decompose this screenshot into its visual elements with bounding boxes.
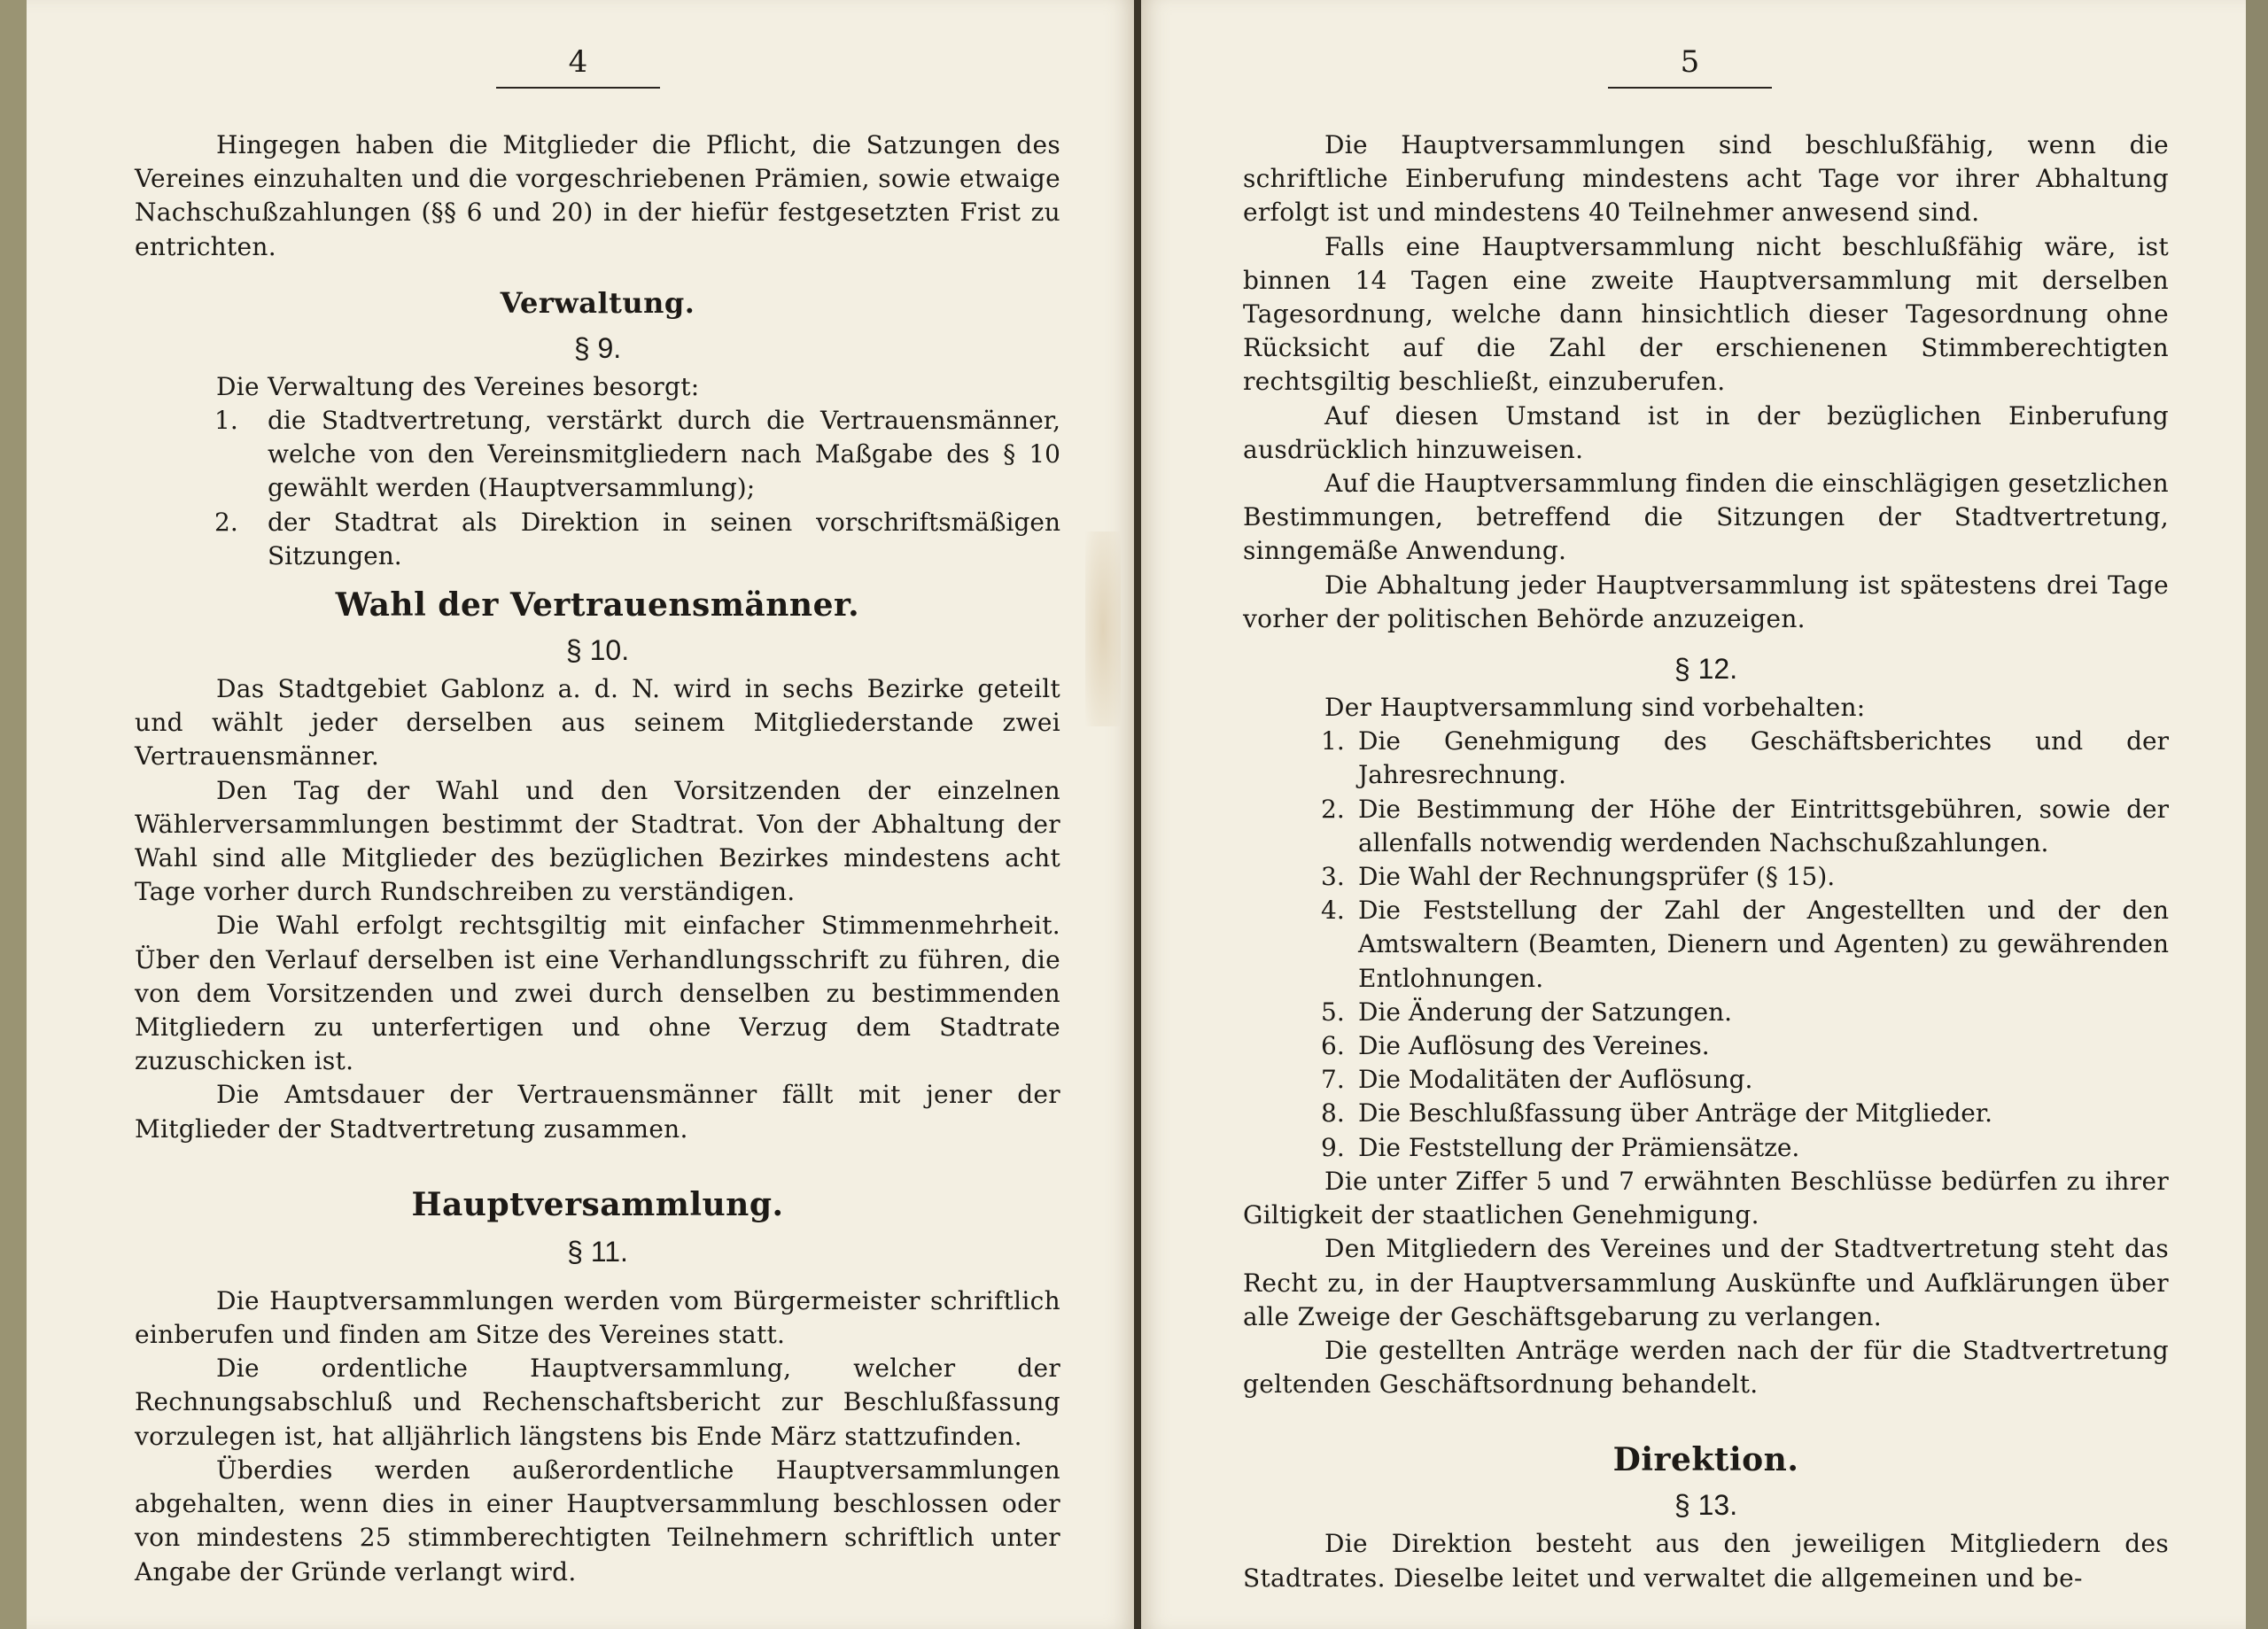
paragraph: Überdies werden außerordentliche Hauptversammlungen abgehalten, wenn dies in einer Hauptversammlung beschlossen oder von mindestens 25 stimmberechtigten Teilnehmern schriftlich unter Angabe der Gründe verlangt wird.	[135, 1454, 1060, 1586]
list-item	[1243, 860, 2169, 894]
page-number: 5	[1608, 44, 1772, 89]
left-page	[27, 0, 1134, 1629]
list-item-text: Die Wahl der Rechnungsprüfer (§ 15).	[1358, 862, 1836, 892]
book-gutter	[1134, 0, 1141, 1629]
list-item-text: der Stadtrat als Direktion in seinen vorschriftsmäßigen Sitzungen.	[268, 507, 1060, 570]
paragraph: Die Direktion besteht aus den jeweiligen Mitgliedern des Stadtrates. Dieselbe leitet und verwaltet die allgemeinen und be-	[1243, 1529, 2169, 1593]
paragraph: Die Hauptversammlungen werden vom Bürgermeister schriftlich einberufen und finden am Sitze des Vereines statt.	[135, 1285, 1060, 1350]
list-item-text: Die Beschlußfassung über Anträge der Mitglieder.	[1358, 1098, 1993, 1129]
paragraph: Den Mitgliedern des Vereines und der Stadtvertretung steht das Recht zu, in der Hauptversammlung Auskünfte und Aufklärungen über alle Zweige der Geschäftsgebarung zu verlangen.	[1243, 1234, 2169, 1331]
paragraph: Die Wahl erfolgt rechtsgiltig mit einfacher Stimmenmehrheit. Über den Verlauf derselben ist eine Verhandlungsschrift zu führen, die von dem Vorsitzenden und zwei durch denselben zu bestimmenden Mitgliedern zu unterfertigen und ohne Verzug dem Stadtrate zuzuschicken ist.	[135, 911, 1060, 1076]
paragraph: Das Stadtgebiet Gablonz a. d. N. wird in sechs Bezirke geteilt und wählt jeder derselben aus seinem Mitgliederstande zwei Vertrauensmänner.	[135, 674, 1060, 772]
list-item	[135, 506, 1060, 573]
paragraph: Hingegen haben die Mitglieder die Pflicht, die Satzungen des Vereines einzuhalten und die vorgeschriebenen Prämien, sowie etwaige Nachschußzahlungen (§§ 6 und 20) in der hiefür festgesetzten Frist zu entrichten.	[135, 130, 1060, 261]
section-heading-verwaltung: Verwaltung.	[500, 285, 695, 320]
section-number-10: § 10.	[565, 634, 630, 667]
paragraph: Auf die Hauptversammlung finden die einschlägigen gesetzlichen Bestimmungen, betreffend die Sitzungen der Stadtvertretung, sinngemäße Anwendung.	[1243, 469, 2169, 566]
list-item-number: 7.	[1321, 1065, 1345, 1095]
list-item-text: Die Änderung der Satzungen.	[1358, 997, 1733, 1027]
paragraph: Die gestellten Anträge werden nach der für die Stadtvertretung geltenden Geschäftsordnung behandelt.	[1243, 1335, 2169, 1400]
list-item	[1243, 996, 2169, 1029]
list-item	[1243, 793, 2169, 860]
list-item-text: Die Auflösung des Vereines.	[1358, 1031, 1710, 1061]
list-item	[1243, 1097, 2169, 1130]
book-cover-edge-right	[2246, 0, 2268, 1629]
list-item-number: 5.	[1321, 997, 1345, 1027]
list-item	[1243, 894, 2169, 996]
right-page	[1141, 0, 2246, 1629]
list-item-number: 8.	[1321, 1098, 1345, 1129]
paragraph: Der Hauptversammlung sind vorbehalten:	[1324, 693, 1866, 723]
paragraph: Den Tag der Wahl und den Vorsitzenden der einzelnen Wählerversammlungen bestimmt der Stadtrat. Von der Abhaltung der Wahl sind alle Mitglieder des bezüglichen Bezirkes mindestens acht Tage vorher durch Rundschreiben zu verständigen.	[135, 775, 1060, 907]
list-item-text: Die Bestimmung der Höhe der Eintrittsgebühren, sowie der allenfalls notwendig werdenden Nachschußzahlungen.	[1358, 794, 2169, 857]
list-item-text: Die Feststellung der Prämiensätze.	[1358, 1132, 1800, 1162]
list-item-number: 4.	[1321, 896, 1345, 926]
paragraph: Die unter Ziffer 5 und 7 erwähnten Beschlüsse bedürfen zu ihrer Giltigkeit der staatlichen Genehmigung.	[1243, 1166, 2169, 1230]
left-page-body	[135, 128, 1060, 1589]
right-page-body	[1243, 128, 2169, 1595]
paragraph: Die Amtsdauer der Vertrauensmänner fällt mit jener der Mitglieder der Stadtvertretung zusammen.	[135, 1080, 1060, 1144]
list-item	[1243, 1131, 2169, 1165]
page-number: 4	[496, 44, 660, 89]
list-item	[1243, 1063, 2169, 1097]
list-item-number: 9.	[1321, 1132, 1345, 1162]
list-item-text: Die Modalitäten der Auflösung.	[1358, 1065, 1753, 1095]
list-item-number: 1.	[1321, 726, 1345, 756]
paper-stain	[1085, 531, 1121, 726]
section-number-11: § 11.	[567, 1235, 628, 1268]
paragraph: Auf diesen Umstand ist in der bezüglichen Einberufung ausdrücklich hinzuweisen.	[1243, 400, 2169, 464]
list-item-number: 2.	[1321, 794, 1345, 824]
list-item-number: 3.	[1321, 862, 1345, 892]
list-item-number: 2.	[214, 507, 238, 537]
list-item	[1243, 1029, 2169, 1063]
paragraph: Falls eine Hauptversammlung nicht beschlußfähig wäre, ist binnen 14 Tagen eine zweite Hauptversammlung mit derselben Tagesordnung, welche dann hinsichtlich dieser Tagesordnung ohne Rücksicht auf die Zahl der erschienenen Stimmberechtigten rechtsgiltig beschließt, einzuberufen.	[1243, 231, 2169, 397]
list-item-text: Die Genehmigung des Geschäftsberichtes und der Jahresrechnung.	[1358, 726, 2169, 790]
section-heading-hauptversammlung: Hauptversammlung.	[411, 1185, 784, 1223]
section-number-12: § 12.	[1674, 653, 1738, 686]
section-heading-direktion: Direktion.	[1612, 1441, 1799, 1479]
list-item	[1243, 725, 2169, 792]
list-item	[135, 404, 1060, 506]
book-cover-edge-left	[0, 0, 27, 1629]
list-item-text: Die Feststellung der Zahl der Angestellten und der den Amtswaltern (Beamten, Dienern und Agenten) zu gewährenden Entlohnungen.	[1358, 896, 2169, 993]
paragraph: Die Verwaltung des Vereines besorgt:	[216, 371, 700, 401]
section-number-13: § 13.	[1674, 1489, 1738, 1522]
section-heading-wahl: Wahl der Vertrauensmänner.	[335, 586, 860, 624]
paragraph: Die Abhaltung jeder Hauptversammlung ist spätestens drei Tage vorher der politischen Behörde anzuzeigen.	[1243, 570, 2169, 633]
section-number-9: § 9.	[573, 331, 622, 364]
list-item-number: 6.	[1321, 1031, 1345, 1061]
list-item-text: die Stadtvertretung, verstärkt durch die Vertrauensmänner, welche von den Vereinsmitgliedern nach Maßgabe des § 10 gewählt werden (Hauptversammlung);	[268, 406, 1060, 503]
paragraph: Die Hauptversammlungen sind beschlußfähig, wenn die schriftliche Einberufung mindestens acht Tage vor ihrer Abhaltung erfolgt ist und mindestens 40 Teilnehmer anwesend sind.	[1243, 130, 2169, 228]
list-item-number: 1.	[214, 406, 238, 436]
paragraph: Die ordentliche Hauptversammlung, welcher der Rechnungsabschluß und Rechenschaftsbericht zur Beschlußfassung vorzulegen ist, hat alljährlich längstens bis Ende März stattzufinden.	[135, 1354, 1060, 1451]
